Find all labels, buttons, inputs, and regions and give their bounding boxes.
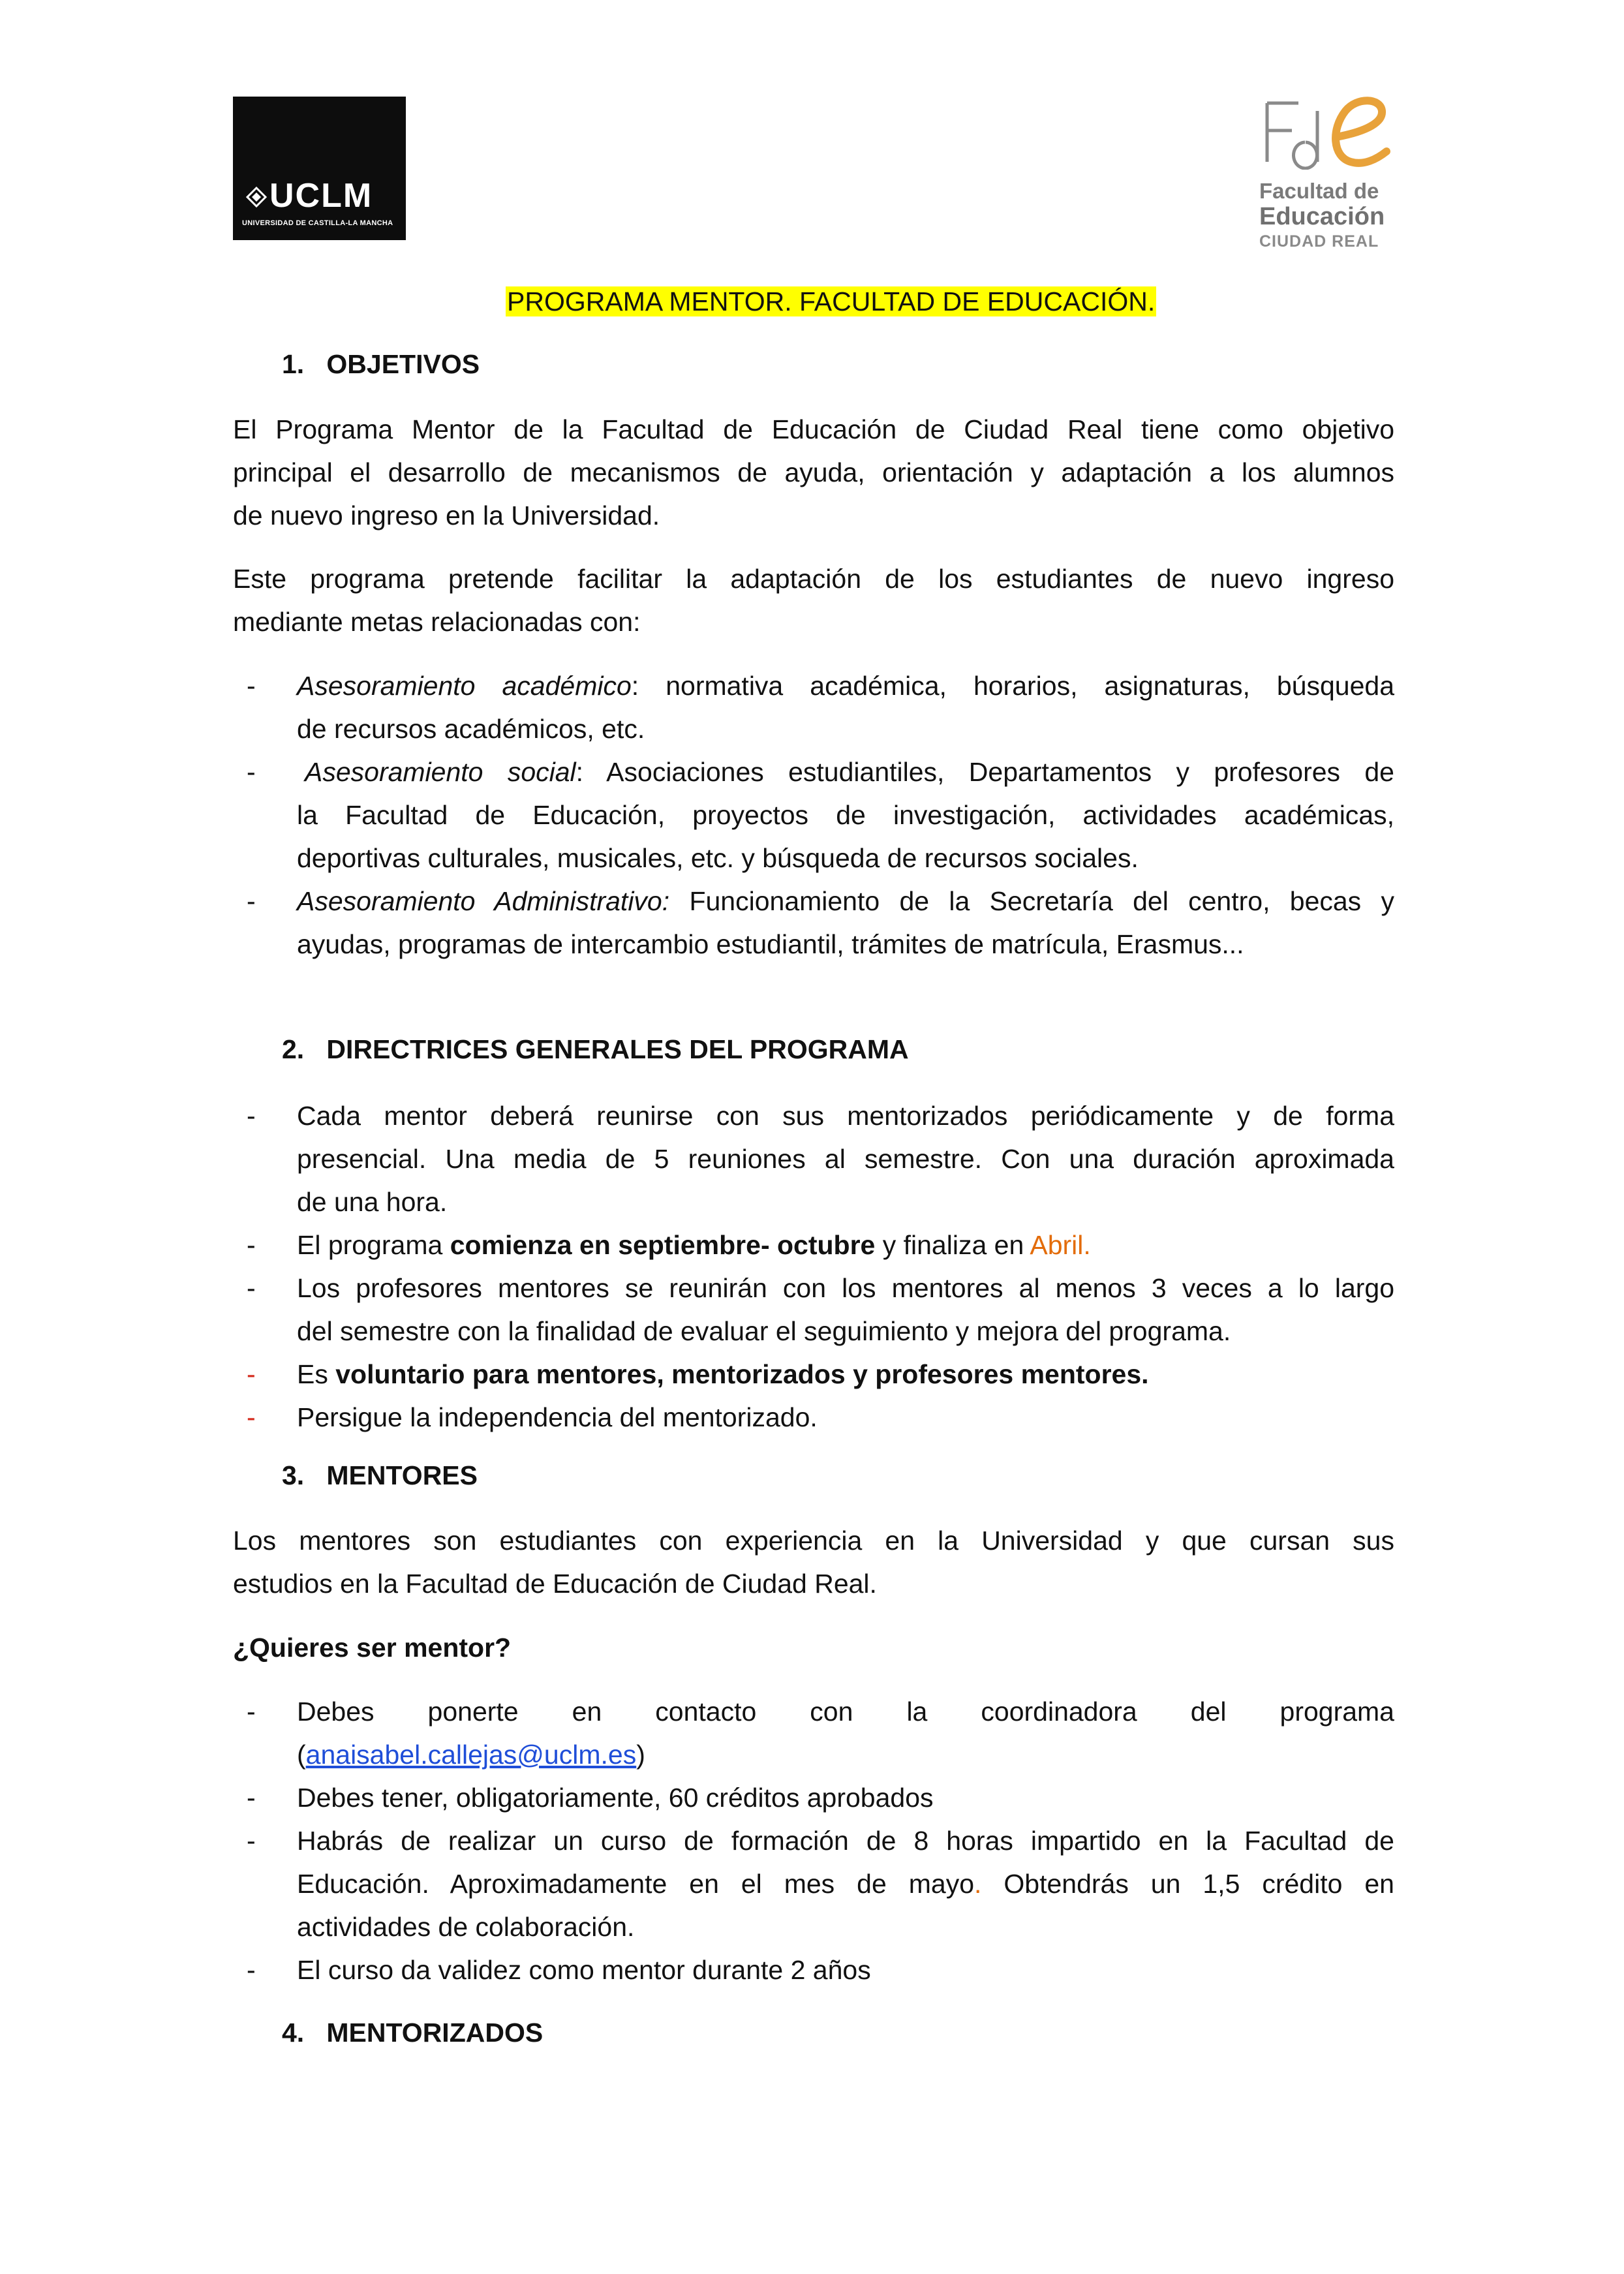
list-dash: - — [247, 1230, 256, 1260]
list-dash: - — [247, 886, 256, 916]
list-dash: - — [247, 1697, 256, 1727]
directrices-item-1-line-1: Cada mentor deberá reunirse con sus mentorizados periódicamente y de forma — [297, 1101, 1394, 1131]
mentor-item-3-line-3: actividades de colaboración. — [297, 1912, 635, 1942]
objetivos-paragraph-1-line-1: El Programa Mentor de la Facultad de Educación de Ciudad Real tiene como objetivo — [233, 414, 1394, 444]
list-dash: - — [247, 1826, 256, 1856]
list-dash: - — [247, 757, 256, 787]
objetivos-paragraph-1-line-2: principal el desarrollo de mecanismos de ayuda, orientación y adaptación a los alumnos — [233, 457, 1394, 487]
mentor-item-2: Debes tener, obligatoriamente, 60 créditos aprobados — [297, 1783, 934, 1813]
fde-logo — [1256, 91, 1396, 254]
list-dash: - — [247, 1955, 256, 1985]
list-dash-red: - — [247, 1359, 256, 1389]
fde-logo-line1: Facultad de — [1259, 179, 1379, 203]
fde-logo-line3: CIUDAD REAL — [1259, 232, 1379, 251]
list-item-social-line-1: Asesoramiento social: Asociaciones estudiantiles, Departamentos y profesores de — [305, 757, 1394, 787]
mentores-paragraph-line-2: estudios en la Facultad de Educación de Ciudad Real. — [233, 1569, 877, 1599]
mentor-item-3-line-1: Habrás de realizar un curso de formación de 8 horas impartido en la Facultad de — [297, 1826, 1394, 1856]
list-dash: - — [247, 1783, 256, 1813]
directrices-item-3-line-1: Los profesores mentores se reunirán con los mentores al menos 3 veces a lo largo — [297, 1273, 1394, 1303]
directrices-item-5: Persigue la independencia del mentorizado. — [297, 1402, 818, 1432]
uclm-emblem-icon — [246, 187, 267, 207]
document-title: PROGRAMA MENTOR. FACULTAD DE EDUCACIÓN. — [507, 286, 1156, 316]
fde-logo-line2: Educación — [1259, 203, 1385, 230]
section-heading-mentores: 3. MENTORES — [282, 1460, 478, 1490]
uclm-logo — [233, 97, 406, 240]
directrices-item-1-line-2: presencial. Una media de 5 reuniones al semestre. Con una duración aproximada — [297, 1144, 1394, 1174]
mentor-item-4: El curso da validez como mentor durante 2 años — [297, 1955, 871, 1985]
uclm-logo-word: UCLM — [269, 177, 373, 215]
objetivos-paragraph-1-line-3: de nuevo ingreso en la Universidad. — [233, 500, 660, 530]
list-item-academico-line-1: Asesoramiento académico: normativa académica, horarios, asignaturas, búsqueda — [297, 671, 1394, 701]
mentor-item-3-line-2: Educación. Aproximadamente en el mes de mayo. Obtendrás un 1,5 crédito en — [297, 1869, 1394, 1899]
mentor-item-1-line-2: (anaisabel.callejas@uclm.es) — [297, 1740, 645, 1770]
directrices-item-1-line-3: de una hora. — [297, 1187, 448, 1217]
list-item-social-line-2: la Facultad de Educación, proyectos de investigación, actividades académicas, — [297, 800, 1394, 830]
mentor-item-1-line-1: Debes ponerte en contacto con la coordinadora del programa — [297, 1697, 1394, 1727]
list-item-social-line-3: deportivas culturales, musicales, etc. y búsqueda de recursos sociales. — [297, 843, 1139, 873]
section-heading-mentorizados: 4. MENTORIZADOS — [282, 2018, 544, 2048]
objetivos-paragraph-2-line-1: Este programa pretende facilitar la adaptación de los estudiantes de nuevo ingreso — [233, 564, 1394, 594]
directrices-item-2: El programa comienza en septiembre- octubre y finaliza en Abril. — [297, 1230, 1091, 1260]
section-heading-directrices: 2. DIRECTRICES GENERALES DEL PROGRAMA — [282, 1034, 909, 1064]
mentor-question: ¿Quieres ser mentor? — [233, 1633, 512, 1663]
list-dash: - — [247, 1273, 256, 1303]
section-heading-objetivos: 1. OBJETIVOS — [282, 349, 480, 379]
list-item-administrativo-line-2: ayudas, programas de intercambio estudiantil, trámites de matrícula, Erasmus... — [297, 929, 1244, 959]
list-item-administrativo-line-1: Asesoramiento Administrativo: Funcionamiento de la Secretaría del centro, becas y — [297, 886, 1394, 916]
directrices-item-4: Es voluntario para mentores, mentorizados y profesores mentores. — [297, 1359, 1149, 1389]
list-dash: - — [247, 1101, 256, 1131]
coordinator-email-link[interactable]: anaisabel.callejas@uclm.es — [305, 1740, 637, 1770]
objetivos-paragraph-2-line-2: mediante metas relacionadas con: — [233, 607, 641, 637]
directrices-item-3-line-2: del semestre con la finalidad de evaluar el seguimiento y mejora del programa. — [297, 1316, 1231, 1346]
list-item-academico-line-2: de recursos académicos, etc. — [297, 714, 645, 744]
list-dash: - — [247, 671, 256, 701]
list-dash-red: - — [247, 1402, 256, 1432]
fde-monogram-icon — [1259, 91, 1393, 170]
mentores-paragraph-line-1: Los mentores son estudiantes con experiencia en la Universidad y que cursan sus — [233, 1526, 1394, 1556]
uclm-logo-subtitle: UNIVERSIDAD DE CASTILLA-LA MANCHA — [242, 219, 393, 227]
